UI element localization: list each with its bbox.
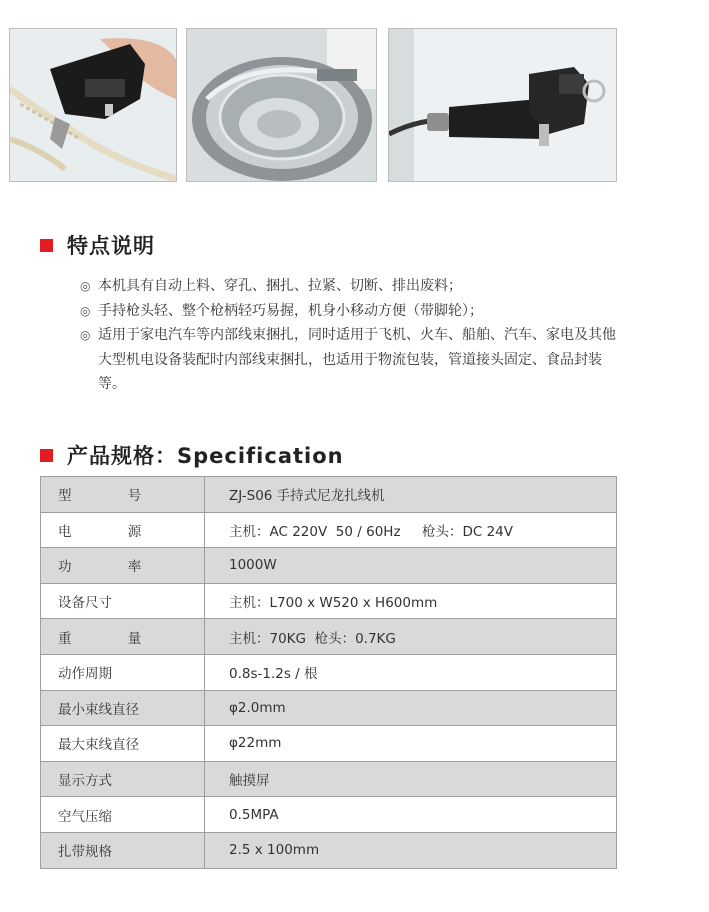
spec-row <box>41 512 617 548</box>
spec-key: 电 源 <box>58 523 168 540</box>
spec-header <box>40 440 344 470</box>
spec-value: 2.5 x 100mm <box>205 832 617 868</box>
photo-gun-head <box>388 28 617 182</box>
features-header <box>40 230 155 260</box>
spec-key-cell <box>41 548 205 584</box>
feature-item <box>80 323 640 397</box>
spec-row <box>41 726 617 762</box>
spec-value: 0.8s-1.2s / 根 <box>205 654 617 690</box>
spec-row <box>41 477 617 513</box>
red-square-bullet-icon <box>40 449 53 462</box>
spec-key-cell <box>41 512 205 548</box>
spec-value: ZJ-S06 手持式尼龙扎线机 <box>205 477 617 513</box>
spec-key: 设备尺寸 <box>58 595 112 612</box>
spec-value: 1000W <box>205 548 617 584</box>
features-list <box>80 274 640 397</box>
spec-key-cell <box>41 832 205 868</box>
spec-title: 产品规格：Specification <box>67 444 344 468</box>
spec-row <box>41 797 617 833</box>
feature-text: 适用于家电汽车等内部线束捆扎，同时适用于飞机、火车、船舶、汽车、家电及其他大型机电设备装配时内部线束捆扎，也适用于物流包装，管道接头固定、食品封装等。 <box>98 327 616 392</box>
spec-key-cell <box>41 477 205 513</box>
spec-key-cell <box>41 797 205 833</box>
feature-text: 本机具有自动上料、穿孔、捆扎、拉紧、切断、排出废料； <box>98 278 462 294</box>
spec-key: 最大束线直径 <box>58 737 139 754</box>
spec-value: φ2.0mm <box>205 690 617 726</box>
spec-key: 扎带规格 <box>58 844 112 861</box>
spec-row <box>41 654 617 690</box>
circle-bullet-icon: ◎ <box>80 328 91 342</box>
red-square-bullet-icon <box>40 239 53 252</box>
spec-key-cell <box>41 690 205 726</box>
spec-key-cell <box>41 761 205 797</box>
spec-value: 0.5MPA <box>205 797 617 833</box>
photo-bowl-feeder <box>186 28 377 182</box>
spec-key-cell <box>41 726 205 762</box>
spec-row <box>41 832 617 868</box>
spec-row <box>41 548 617 584</box>
spec-value: φ22mm <box>205 726 617 762</box>
feature-item <box>80 299 640 324</box>
feature-item <box>80 274 640 299</box>
features-title: 特点说明 <box>67 234 155 258</box>
spec-key: 重 量 <box>58 630 168 647</box>
spec-key-cell <box>41 619 205 655</box>
spec-key: 空气压缩 <box>58 808 112 825</box>
spec-table <box>40 476 617 869</box>
spec-key: 显示方式 <box>58 773 112 790</box>
spec-row <box>41 583 617 619</box>
spec-key-cell <box>41 654 205 690</box>
spec-key: 型 号 <box>58 488 168 505</box>
spec-value: 主机：L700 x W520 x H600mm <box>205 583 617 619</box>
spec-row <box>41 690 617 726</box>
circle-bullet-icon: ◎ <box>80 279 91 293</box>
spec-key: 最小束线直径 <box>58 701 139 718</box>
spec-value: 主机：AC 220V 50 / 60Hz 枪头：DC 24V <box>205 512 617 548</box>
feature-text: 手持枪头轻、整个枪柄轻巧易握，机身小移动方便（带脚轮）； <box>98 302 483 319</box>
spec-value: 主机：70KG 枪头：0.7KG <box>205 619 617 655</box>
spec-row <box>41 619 617 655</box>
circle-bullet-icon: ◎ <box>80 303 91 318</box>
spec-value: 触摸屏 <box>205 761 617 797</box>
spec-key-cell <box>41 583 205 619</box>
spec-key: 动作周期 <box>58 666 112 683</box>
spec-key: 功 率 <box>58 559 168 576</box>
photo-gun-in-use <box>9 28 177 182</box>
spec-row <box>41 761 617 797</box>
